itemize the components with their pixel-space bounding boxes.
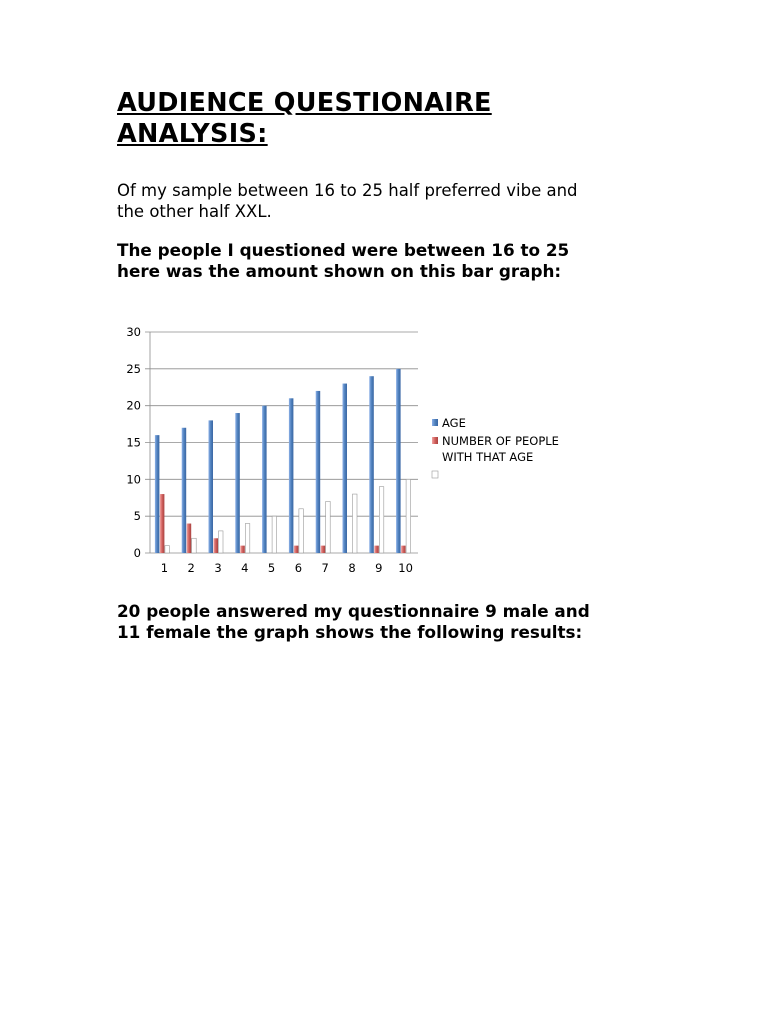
paragraph-age-range-line-2: here was the amount shown on this bar graph: [117,261,562,281]
paragraph-sample-line-2: the other half XXL. [117,202,272,221]
legend-swatch [432,419,438,426]
y-tick-label: 25 [126,361,141,376]
bar-series-3 [406,479,411,553]
bar-age [235,413,240,553]
x-tick-label: 5 [267,561,276,575]
bar-series-3 [379,487,384,553]
paragraph-sample-line-1: Of my sample between 16 to 25 half preferred vibe and [117,181,578,200]
legend-label: AGE [442,416,466,430]
bar-number-of-people-with-that-age [321,546,326,553]
legend-swatch [432,471,438,478]
bar-number-of-people-with-that-age [160,494,165,553]
y-tick-label: 10 [126,472,141,487]
legend-label: NUMBER OF PEOPLE [442,434,559,448]
bar-age [396,369,401,553]
legend-label: WITH THAT AGE [442,450,534,464]
x-tick-label: 9 [375,561,383,575]
chart-legend [432,416,559,478]
paragraph-age-range [117,240,677,282]
legend-swatch [432,437,438,444]
bar-age [155,435,160,553]
y-tick-label: 20 [126,398,141,413]
bar-series-3 [326,501,331,553]
paragraph-results [117,601,677,643]
bar-series-3 [272,516,277,553]
bar-chart [110,320,580,585]
y-tick-label: 0 [133,546,141,560]
title-line-2: ANALYSIS: [117,119,268,149]
bar-number-of-people-with-that-age [240,546,245,553]
bar-age [343,384,348,553]
bar-number-of-people-with-that-age [214,538,219,553]
title-line-1: AUDIENCE QUESTIONAIRE [117,88,492,118]
bar-series-3 [219,531,224,553]
x-tick-label: 10 [398,561,413,575]
paragraph-results-line-1: 20 people answered my questionnaire 9 male and [117,601,590,621]
bar-age [209,420,214,553]
y-tick-label: 30 [126,325,141,339]
bar-age [262,406,267,553]
bar-number-of-people-with-that-age [187,524,192,553]
bar-age [369,376,374,553]
chart-bars [155,369,411,553]
bar-series-3 [353,494,358,553]
x-tick-label: 6 [294,561,303,575]
bar-number-of-people-with-that-age [294,546,299,553]
bar-series-3 [299,509,304,553]
x-tick-label: 3 [214,561,222,575]
bar-series-3 [245,524,250,553]
bar-series-3 [165,546,170,553]
bar-age [289,398,294,553]
x-tick-label: 8 [348,561,356,575]
bar-number-of-people-with-that-age [401,546,406,553]
bar-age [316,391,321,553]
paragraph-age-range-line-1: The people I questioned were between 16 to 25 [117,240,570,260]
paragraph-results-line-2: 11 female the graph shows the following results: [117,622,583,642]
x-axis-ticks [161,561,413,575]
bar-number-of-people-with-that-age [374,546,379,553]
document-title [117,88,677,150]
bar-age [182,428,187,553]
paragraph-sample [117,180,677,222]
y-tick-label: 5 [133,509,141,524]
y-axis-ticks [126,325,141,560]
x-tick-label: 4 [241,561,249,575]
x-tick-label: 1 [160,561,169,575]
x-tick-label: 2 [187,561,195,575]
y-tick-label: 15 [126,435,141,450]
x-tick-label: 7 [321,561,329,575]
bar-series-3 [192,538,197,553]
